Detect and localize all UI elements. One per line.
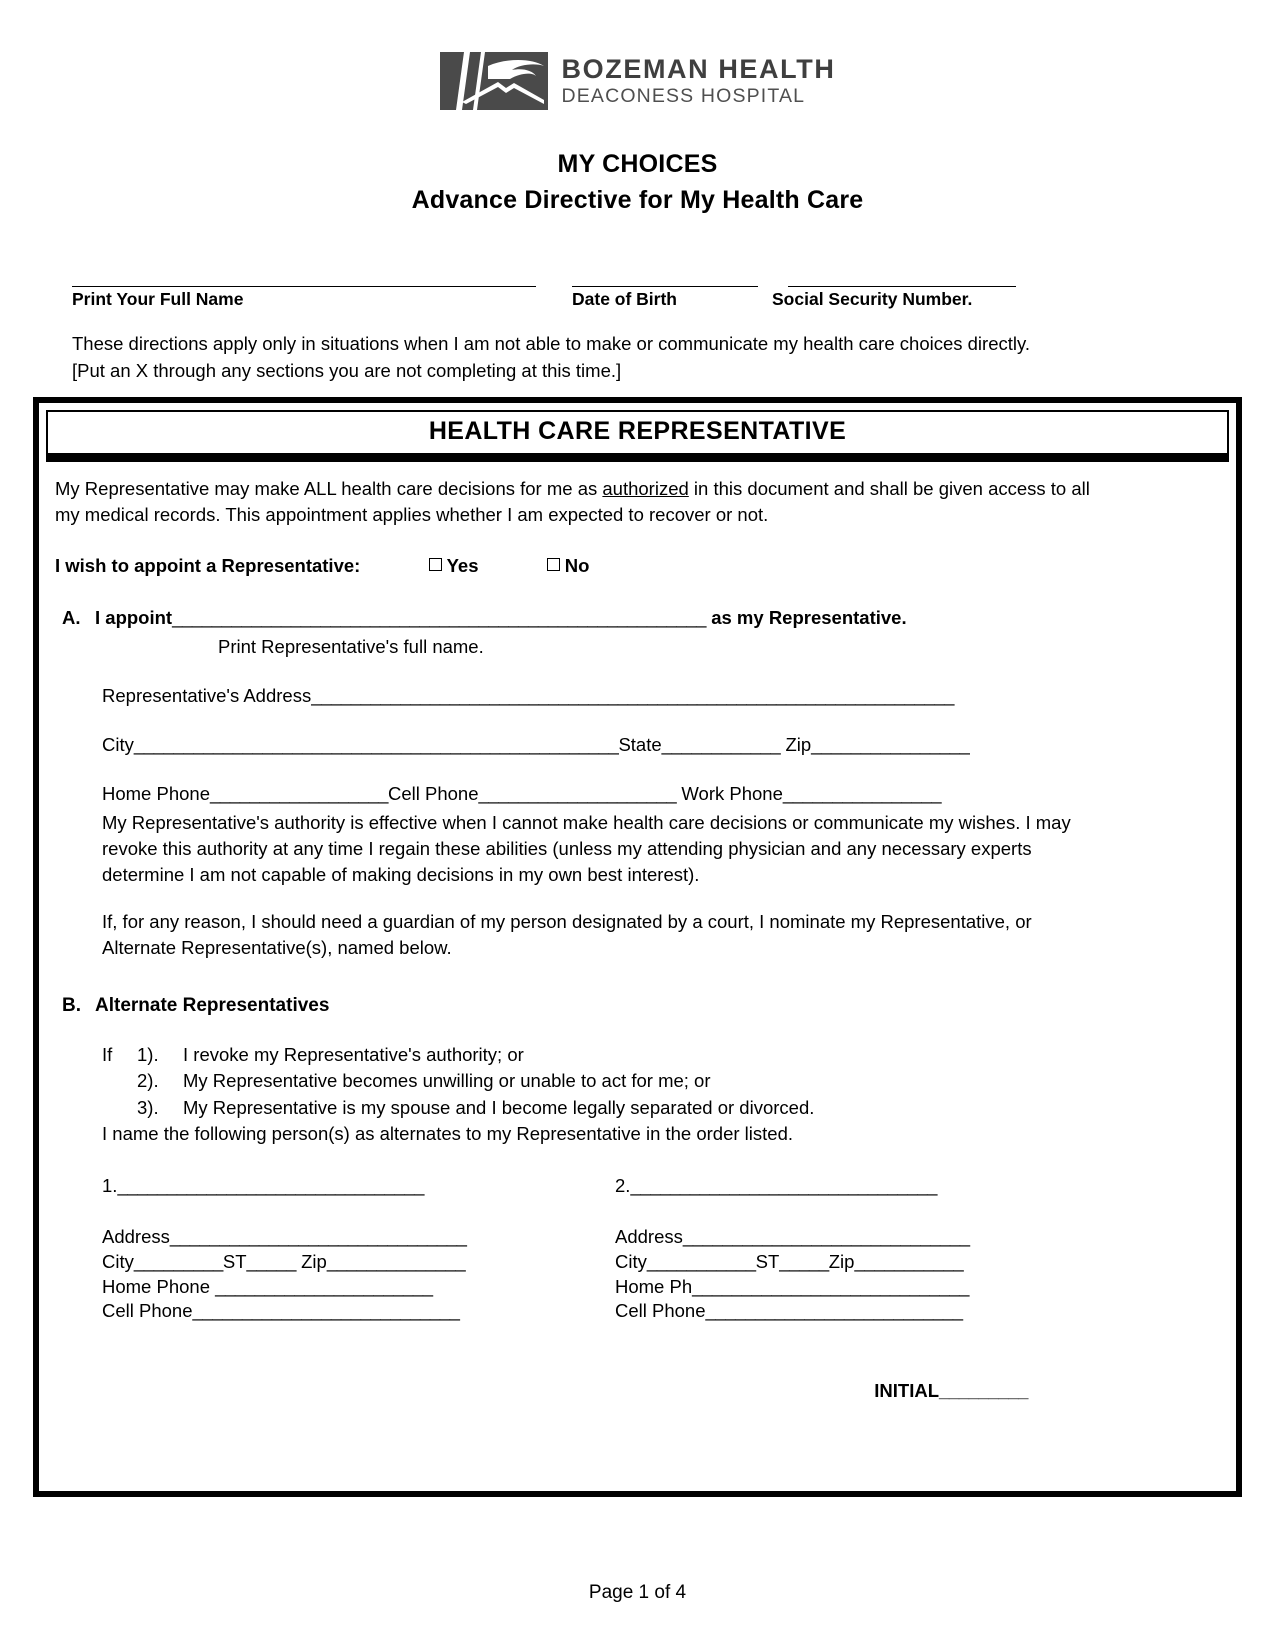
brand-name-secondary: DEACONESS HOSPITAL xyxy=(561,84,806,107)
intro-instructions xyxy=(0,331,1275,385)
appoint-suffix-label: as my Representative. xyxy=(706,607,907,629)
alternate-2-st-label: ST xyxy=(755,1250,780,1272)
checkbox-no-label: No xyxy=(564,555,590,577)
checkbox-yes-label: Yes xyxy=(446,555,479,577)
checkbox-yes[interactable] xyxy=(429,558,442,571)
alternate-2-cell-phone-label: Cell Phone xyxy=(615,1300,706,1322)
alternate-2-city-label: City xyxy=(615,1250,647,1272)
representative-address-label: Representative's Address xyxy=(102,684,312,706)
guardian-nomination-line-1: If, for any reason, I should need a guardian of my person designated by a court, I nominate my Representative, or xyxy=(102,910,1032,932)
initial-line xyxy=(55,1378,1216,1404)
representative-address-line xyxy=(55,683,1216,709)
section-a xyxy=(55,605,1216,631)
representative-zip-input[interactable]: ________________ xyxy=(811,734,970,756)
alternate-2-name-input[interactable]: _______________________________ xyxy=(630,1175,937,1197)
if-keyword: If xyxy=(102,1044,113,1066)
representative-phones-line xyxy=(55,781,1216,807)
alternate-1-address-input[interactable]: ______________________________ xyxy=(169,1226,467,1248)
authority-effective-line-1: My Representative's authority is effective when I cannot make health care decisions or communicate my wishes. I may xyxy=(102,811,1071,833)
alternate-1-st-input[interactable]: _____ xyxy=(246,1250,296,1272)
guardian-nomination-line-2: Alternate Representative(s), named below. xyxy=(102,936,452,958)
appoint-prompt-label: I wish to appoint a Representative: xyxy=(55,555,361,577)
initial-label: INITIAL xyxy=(874,1379,939,1401)
alternate-2-home-phone-input[interactable]: ____________________________ xyxy=(692,1275,970,1297)
full-name-label: Print Your Full Name xyxy=(72,289,244,309)
identity-fields xyxy=(0,267,1275,317)
alternate-2-zip-label: Zip xyxy=(828,1250,855,1272)
alternate-1-name-input[interactable]: _______________________________ xyxy=(117,1175,424,1197)
representative-name-input[interactable]: ______________________________________________________ xyxy=(172,607,707,629)
representative-cell-phone-label: Cell Phone xyxy=(387,783,479,805)
alternate-1-cell-phone-label: Cell Phone xyxy=(102,1300,193,1322)
alternate-2-address-input[interactable]: _____________________________ xyxy=(682,1226,970,1248)
alternate-1-address-label: Address xyxy=(102,1226,170,1248)
alternate-2-home-phone-label: Home Ph xyxy=(615,1275,693,1297)
alternate-1-address-line xyxy=(102,1225,615,1250)
authority-effective-line-3: determine I am not capable of making decisions in my own best interest). xyxy=(102,864,700,886)
alternate-conditions-list xyxy=(55,1042,1216,1121)
section-a-letter: A. xyxy=(62,607,81,629)
alternate-1-city-line xyxy=(102,1250,615,1275)
page-footer xyxy=(0,1582,1275,1604)
list-item xyxy=(102,1068,1216,1094)
authority-effective-paragraph xyxy=(55,810,1216,889)
representative-state-input[interactable]: ____________ xyxy=(661,734,781,756)
brand-wordmark xyxy=(561,53,836,107)
initial-input[interactable]: _________ xyxy=(939,1379,1028,1401)
section-b xyxy=(55,993,1216,1020)
representative-city-input[interactable]: _________________________________________________ xyxy=(133,734,619,756)
alternate-1-city-label: City xyxy=(102,1250,134,1272)
list-item-number: 1). xyxy=(137,1044,159,1066)
authority-text-after: in this document and shall be given access to all xyxy=(688,477,1090,499)
list-item xyxy=(102,1095,1216,1121)
representative-home-phone-label: Home Phone xyxy=(102,783,210,805)
section-b-letter: B. xyxy=(62,995,81,1017)
representative-city-label: City xyxy=(102,734,134,756)
representative-cell-phone-input[interactable]: ____________________ xyxy=(478,783,677,805)
date-of-birth-input[interactable] xyxy=(572,272,758,287)
representative-state-label: State xyxy=(618,734,662,756)
alternate-1-block xyxy=(102,1173,615,1324)
appoint-representative-question xyxy=(55,553,1216,579)
alternate-1-home-phone-input[interactable]: ______________________ xyxy=(215,1275,433,1297)
ssn-input[interactable] xyxy=(788,272,1016,287)
alternate-2-city-line xyxy=(615,1250,1128,1275)
brand-name-primary: BOZEMAN HEALTH xyxy=(561,53,836,84)
section-b-title: Alternate Representatives xyxy=(95,995,330,1017)
authority-text-line2: my medical records. This appointment applies whether I am expected to recover or not. xyxy=(55,503,769,525)
alternate-1-cell-phone-input[interactable]: ___________________________ xyxy=(192,1300,460,1322)
page-subtitle: Advance Directive for My Health Care xyxy=(411,186,864,214)
alternate-2-home-phone-line xyxy=(615,1275,1128,1300)
alternate-1-city-input[interactable]: _________ xyxy=(133,1250,223,1272)
authority-text-before: My Representative may make ALL health care decisions for me as xyxy=(55,477,603,499)
ssn-label: Social Security Number. xyxy=(772,289,973,309)
representative-address-input[interactable]: _________________________________________________________________ xyxy=(311,684,954,706)
date-of-birth-label: Date of Birth xyxy=(572,289,677,309)
section-heading: HEALTH CARE REPRESENTATIVE xyxy=(428,416,847,445)
if-keyword-spacer xyxy=(102,1068,137,1094)
representative-city-state-zip-line xyxy=(55,732,1216,758)
alternate-1-st-label: ST xyxy=(222,1250,247,1272)
alternate-2-number: 2. xyxy=(615,1175,631,1197)
alternate-1-zip-input[interactable]: ______________ xyxy=(326,1250,466,1272)
page-number-label: Page 1 of 4 xyxy=(588,1582,687,1603)
representative-home-phone-input[interactable]: __________________ xyxy=(209,783,388,805)
alternate-2-cell-phone-line xyxy=(615,1299,1128,1324)
checkbox-no[interactable] xyxy=(547,558,560,571)
appoint-representative-line xyxy=(95,605,1216,631)
alternate-2-name-line xyxy=(615,1173,1128,1199)
authorized-emphasis: authorized xyxy=(602,477,689,499)
alternate-2-zip-input[interactable]: ___________ xyxy=(854,1250,964,1272)
appoint-label: I appoint xyxy=(95,607,173,629)
intro-line-1: These directions apply only in situations when I am not able to make or communicate my health care choices directly. xyxy=(72,333,1031,354)
representative-work-phone-input[interactable]: ________________ xyxy=(782,783,942,805)
alternate-2-st-input[interactable]: _____ xyxy=(779,1250,829,1272)
section-banner xyxy=(46,410,1229,462)
alternate-2-address-label: Address xyxy=(615,1226,683,1248)
guardian-nomination-paragraph xyxy=(55,909,1216,962)
list-item-text: I revoke my Representative's authority; or xyxy=(183,1044,524,1066)
intro-line-2: [Put an X through any sections you are not completing at this time.] xyxy=(72,359,622,381)
health-care-representative-section xyxy=(33,397,1242,1497)
list-item-number: 3). xyxy=(137,1096,159,1118)
full-name-input[interactable] xyxy=(72,272,536,287)
alternates-order-note: I name the following person(s) as alternates to my Representative in the order listed. xyxy=(102,1122,794,1144)
alternate-2-cell-phone-input[interactable]: __________________________ xyxy=(705,1300,963,1322)
brand-header xyxy=(0,0,1275,110)
alternate-1-number: 1. xyxy=(102,1175,118,1197)
alternate-1-home-phone-line xyxy=(102,1275,615,1300)
representative-work-phone-label: Work Phone xyxy=(676,783,783,805)
alternate-2-city-input[interactable]: ___________ xyxy=(646,1250,756,1272)
alternate-1-cell-phone-line xyxy=(102,1299,615,1324)
alternate-2-block xyxy=(615,1173,1128,1324)
authority-effective-line-2: revoke this authority at any time I regain these abilities (unless my attending physician and any necessary experts xyxy=(102,838,1032,860)
list-item-number: 2). xyxy=(137,1070,159,1092)
if-keyword-spacer xyxy=(102,1095,137,1121)
alternate-1-zip-label: Zip xyxy=(295,1250,327,1272)
print-representative-name-note: Print Representative's full name. xyxy=(218,635,484,657)
list-item-text: My Representative is my spouse and I become legally separated or divorced. xyxy=(183,1096,815,1118)
alternate-1-home-phone-label: Home Phone xyxy=(102,1275,216,1297)
list-item-text: My Representative becomes unwilling or unable to act for me; or xyxy=(183,1070,711,1092)
page-title: MY CHOICES xyxy=(557,150,718,178)
alternates-grid xyxy=(55,1173,1216,1324)
bozeman-health-mountain-logo-icon xyxy=(440,52,548,110)
representative-zip-label: Zip xyxy=(785,734,812,756)
alternate-2-address-line xyxy=(615,1225,1128,1250)
alternate-1-name-line xyxy=(102,1173,615,1199)
representative-authority-paragraph xyxy=(55,476,1216,529)
list-item xyxy=(102,1042,1216,1068)
